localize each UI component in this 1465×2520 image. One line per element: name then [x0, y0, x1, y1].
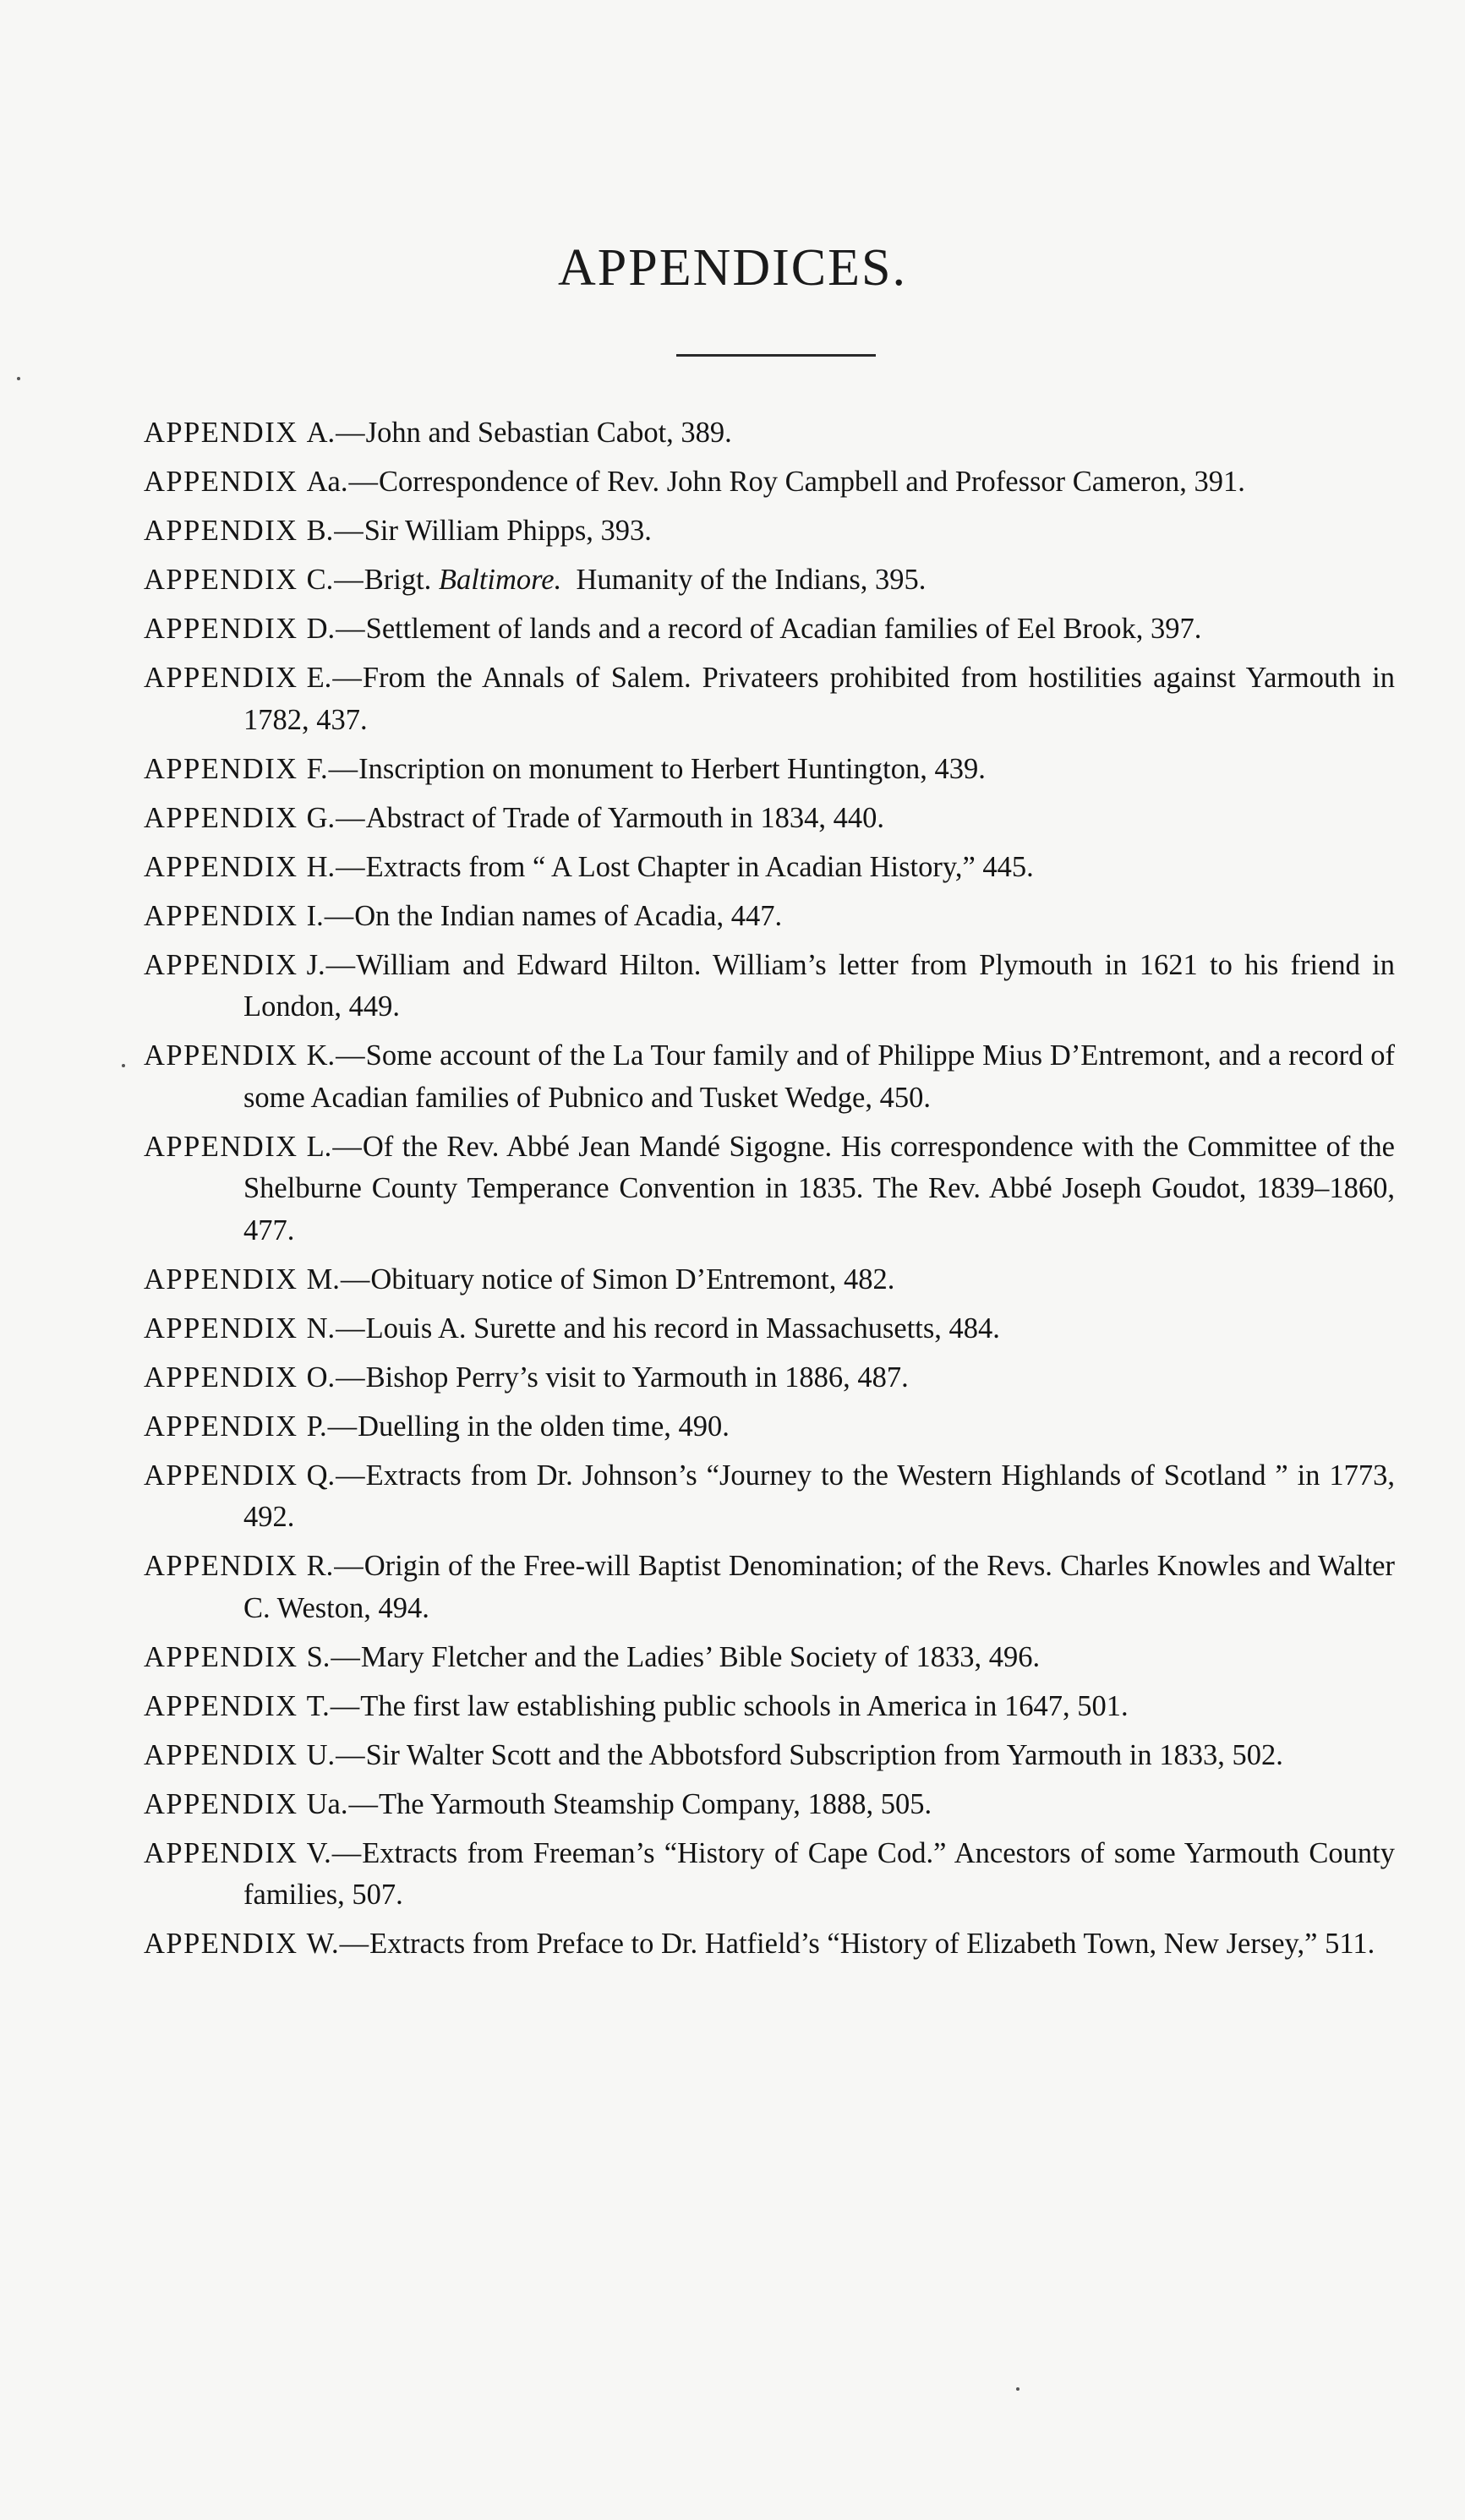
appendix-entry-e [144, 657, 1395, 741]
entry-text: The Yarmouth Steamship Company, 1888, 505. [378, 1787, 932, 1820]
entry-label: APPENDIX [144, 1836, 298, 1869]
entry-text: Sir William Phipps, 393. [364, 515, 652, 547]
entry-label: APPENDIX [144, 1459, 298, 1492]
entry-text: On the Indian names of Acadia, 447. [354, 899, 783, 932]
appendix-entry-d [144, 608, 1395, 651]
entry-dash: — [336, 1039, 365, 1072]
entry-label: APPENDIX [144, 1039, 298, 1072]
appendix-entry-h [144, 847, 1395, 889]
entry-letter: P. [306, 1410, 327, 1443]
entry-text: Mary Fletcher and the Ladies’ Bible Society of 1833, 496. [360, 1640, 1041, 1673]
entry-dash: — [336, 850, 365, 883]
appendix-entry-p [144, 1406, 1395, 1448]
appendix-entry-o [144, 1357, 1395, 1399]
entry-letter: S. [306, 1640, 331, 1673]
entry-letter: T. [306, 1689, 330, 1722]
appendix-entry-k [144, 1035, 1395, 1119]
appendix-entry-w [144, 1923, 1395, 1966]
entry-label: APPENDIX [144, 1689, 298, 1722]
entry-letter: D. [306, 613, 336, 645]
paper-speck [17, 377, 20, 380]
entry-italic-ship-name: Baltimore. [438, 564, 562, 596]
entry-dash: — [336, 613, 365, 645]
entry-dash: — [336, 1361, 365, 1394]
entry-letter: B. [306, 515, 334, 547]
appendix-entry-t [144, 1686, 1395, 1728]
entry-text: Extracts from “ A Lost Chapter in Acadian History,” 445. [365, 850, 1034, 883]
appendix-entry-u [144, 1735, 1395, 1777]
appendix-entry-n [144, 1308, 1395, 1350]
entry-text: Extracts from Freeman’s “History of Cape Cod.” Ancestors of some Yarmouth County families, 507. [243, 1836, 1395, 1911]
entry-dash: — [336, 1459, 365, 1492]
entry-dash: — [336, 801, 365, 834]
entry-text: From the Annals of Salem. Privateers prohibited from hostilities against Yarmouth in 1782, 437. [243, 662, 1395, 736]
entry-dash: — [348, 466, 378, 498]
appendix-entry-r [144, 1546, 1395, 1629]
entry-letter: Ua. [306, 1787, 348, 1820]
entry-letter: R. [306, 1550, 334, 1582]
entry-letter: F. [306, 752, 328, 785]
entry-dash: — [330, 1689, 360, 1722]
entry-text: The first law establishing public schools in America in 1647, 501. [360, 1689, 1129, 1722]
entry-text: Louis A. Surette and his record in Massachusetts, 484. [365, 1312, 1000, 1345]
paper-speck [1016, 2387, 1019, 2391]
entry-label: APPENDIX [144, 1787, 298, 1820]
entry-label: APPENDIX [144, 564, 298, 596]
entry-label: APPENDIX [144, 1130, 298, 1163]
entry-label: APPENDIX [144, 1928, 298, 1960]
entry-letter: J. [306, 948, 325, 981]
entry-text: Bishop Perry’s visit to Yarmouth in 1886, 487. [365, 1361, 909, 1394]
entry-dash: — [332, 662, 362, 694]
appendix-entry-i [144, 896, 1395, 938]
entry-text: Settlement of lands and a record of Acadian families of Eel Brook, 397. [365, 613, 1202, 645]
appendix-entry-ua [144, 1784, 1395, 1826]
entry-label: APPENDIX [144, 1312, 298, 1345]
appendix-entry-v [144, 1833, 1395, 1917]
entry-letter: K. [306, 1039, 336, 1072]
entry-text: Origin of the Free-will Baptist Denomination; of the Revs. Charles Knowles and Walter C. Weston, 494. [243, 1550, 1395, 1624]
entry-text: Some account of the La Tour family and of Philippe Mius D’Entremont, and a record of some Acadian families of Pubnico and Tusket Wedge, 450. [243, 1039, 1395, 1114]
entry-letter: Q. [306, 1459, 336, 1492]
entry-text: Correspondence of Rev. John Roy Campbell and Professor Cameron, 391. [378, 466, 1245, 498]
entry-label: APPENDIX [144, 850, 298, 883]
appendix-entry-m [144, 1259, 1395, 1301]
entry-label: APPENDIX [144, 1361, 298, 1394]
appendix-entry-a [144, 412, 1395, 455]
entry-dash: — [332, 1130, 362, 1163]
entry-text: Extracts from Dr. Johnson’s “Journey to the Western Highlands of Scotland ” in 1773, 492. [243, 1459, 1395, 1533]
entry-letter: H. [306, 850, 336, 883]
entry-letter: A. [306, 417, 336, 449]
entry-letter: I. [306, 899, 324, 932]
entry-dash: — [331, 1836, 362, 1869]
entry-text: Duelling in the olden time, 490. [358, 1410, 730, 1443]
entry-dash: — [328, 752, 358, 785]
page-title: APPENDICES. [557, 239, 907, 297]
appendix-entry-aa [144, 461, 1395, 504]
entry-text: William and Edward Hilton. William’s letter from Plymouth in 1621 to his friend in London, 449. [243, 948, 1395, 1023]
entry-letter: N. [306, 1312, 336, 1345]
entry-label: APPENDIX [144, 801, 298, 834]
appendix-entry-s [144, 1637, 1395, 1679]
entry-label: APPENDIX [144, 752, 298, 785]
entry-letter: W. [306, 1928, 339, 1960]
entry-label: APPENDIX [144, 1263, 298, 1295]
entry-text: Obituary notice of Simon D’Entremont, 482. [370, 1263, 895, 1295]
appendix-entry-g [144, 798, 1395, 840]
entry-letter: O. [306, 1361, 336, 1394]
appendix-entry-l [144, 1126, 1395, 1252]
entry-dash: — [334, 564, 364, 596]
entry-letter: G. [306, 801, 336, 834]
entry-label: APPENDIX [144, 899, 298, 932]
entry-text: Abstract of Trade of Yarmouth in 1834, 440. [365, 801, 884, 834]
entry-dash: — [336, 1738, 365, 1771]
entry-dash: — [334, 1550, 364, 1582]
entry-text: Humanity of the Indians, 395. [561, 564, 927, 596]
entry-dash: — [348, 1787, 378, 1820]
entry-text: Of the Rev. Abbé Jean Mandé Sigogne. His correspondence with the Committee of the Shelburne County Temperance Convention in 1835. The Rev. Abbé Joseph Goudot, 1839–1860, 477. [243, 1130, 1395, 1246]
entry-letter: C. [306, 564, 334, 596]
entry-dash: — [325, 948, 356, 981]
entry-dash: — [331, 1640, 360, 1673]
appendix-entry-q [144, 1455, 1395, 1539]
appendix-list [144, 412, 1395, 1972]
appendix-entry-f [144, 749, 1395, 791]
title-rule [676, 354, 876, 357]
entry-label: APPENDIX [144, 417, 298, 449]
entry-label: APPENDIX [144, 948, 298, 981]
paper-speck [122, 1064, 125, 1067]
entry-label: APPENDIX [144, 1550, 298, 1582]
entry-dash: — [336, 417, 365, 449]
entry-label: APPENDIX [144, 1738, 298, 1771]
entry-text-before: Brigt. [364, 564, 439, 596]
entry-letter: L. [306, 1130, 332, 1163]
entry-letter: V. [306, 1836, 331, 1869]
entry-label: APPENDIX [144, 466, 298, 498]
entry-dash: — [324, 899, 354, 932]
appendix-entry-j [144, 945, 1395, 1028]
entry-text: John and Sebastian Cabot, 389. [365, 417, 732, 449]
entry-text: Sir Walter Scott and the Abbotsford Subscription from Yarmouth in 1833, 502. [365, 1738, 1283, 1771]
entry-dash: — [336, 1312, 365, 1345]
entry-dash: — [327, 1410, 358, 1443]
entry-dash: — [340, 1263, 370, 1295]
entry-dash: — [339, 1928, 369, 1960]
entry-label: APPENDIX [144, 1410, 298, 1443]
entry-letter: Aa. [306, 466, 348, 498]
entry-letter: E. [306, 662, 332, 694]
entry-label: APPENDIX [144, 515, 298, 547]
entry-dash: — [334, 515, 364, 547]
entry-letter: M. [306, 1263, 340, 1295]
entry-letter: U. [306, 1738, 336, 1771]
appendix-entry-b [144, 510, 1395, 553]
entry-label: APPENDIX [144, 613, 298, 645]
entry-label: APPENDIX [144, 1640, 298, 1673]
entry-text: Extracts from Preface to Dr. Hatfield’s “History of Elizabeth Town, New Jersey,” 511. [369, 1928, 1375, 1960]
entry-text: Inscription on monument to Herbert Huntington, 439. [358, 752, 986, 785]
appendix-entry-c [144, 559, 1395, 602]
entry-label: APPENDIX [144, 662, 298, 694]
